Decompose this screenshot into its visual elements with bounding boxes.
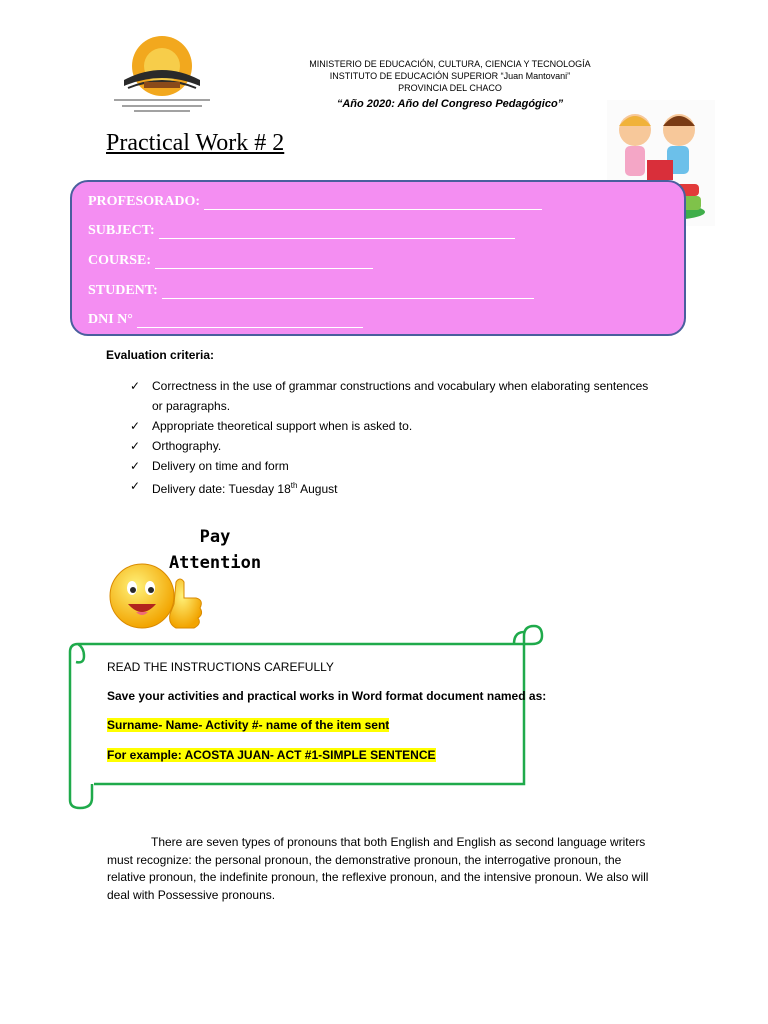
course-row xyxy=(88,253,373,269)
header-institute: INSTITUTO DE EDUCACIÓN SUPERIOR “Juan Mantovani” xyxy=(329,71,571,81)
criterion-item xyxy=(130,456,650,476)
instructions-line-naming: Surname- Name- Activity #- name of the item sent xyxy=(107,718,390,732)
page-title: Practical Work # 2 xyxy=(106,130,285,156)
delivery-date-month: August xyxy=(297,482,338,496)
dni-row xyxy=(88,312,363,328)
instructions-scroll xyxy=(66,622,547,812)
course-field[interactable] xyxy=(155,256,373,269)
evaluation-list xyxy=(130,376,650,499)
profesorado-row xyxy=(88,194,542,210)
pay-attention-line1: Pay xyxy=(199,527,231,547)
check-icon: ✓ xyxy=(130,479,141,493)
criterion-text: Orthography. xyxy=(152,439,222,453)
dni-field[interactable] xyxy=(137,315,363,328)
check-icon: ✓ xyxy=(130,459,141,473)
criterion-text: Delivery on time and form xyxy=(152,459,289,473)
pay-attention-line2: Attention xyxy=(168,553,262,573)
student-field[interactable] xyxy=(162,286,534,299)
criterion-text: Correctness in the use of grammar constructions and vocabulary when elaborating sentences or paragraphs. xyxy=(152,379,649,413)
instructions-line-example: For example: ACOSTA JUAN- ACT #1-SIMPLE SENTENCE xyxy=(107,748,436,762)
instructions-line-read: READ THE INSTRUCTIONS CAREFULLY xyxy=(107,660,334,674)
criterion-item xyxy=(130,416,650,436)
instructions-line-save: Save your activities and practical works in Word format document named as: xyxy=(107,689,547,703)
subject-field[interactable] xyxy=(159,226,515,239)
criterion-item-delivery-date xyxy=(130,476,650,499)
subject-label: SUBJECT: xyxy=(88,223,155,238)
check-icon: ✓ xyxy=(130,439,141,453)
header-institution xyxy=(300,58,600,94)
evaluation-title: Evaluation criteria: xyxy=(106,348,215,362)
header-motto: “Año 2020: Año del Congreso Pedagógico” xyxy=(336,98,564,110)
criterion-item xyxy=(130,376,650,416)
pronouns-paragraph: There are seven types of pronouns that both English and English as second language writers must recognize: the personal pronoun, the demonstrative pronoun, the interrogative pronoun, the relative pronoun, the indefinite pronoun, the reflexive pronoun, and the intensive pronoun. We also will deal with Possessive pronouns. xyxy=(107,835,649,902)
dni-label: DNI N° xyxy=(88,312,133,327)
delivery-date-prefix: Delivery date: Tuesday 18 xyxy=(152,482,291,496)
check-icon: ✓ xyxy=(130,419,141,433)
profesorado-field[interactable] xyxy=(204,197,542,210)
header-ministry: MINISTERIO DE EDUCACIÓN, CULTURA, CIENCIA Y TECNOLOGÍA xyxy=(309,59,591,69)
student-info-form xyxy=(70,180,686,336)
criterion-item xyxy=(130,436,650,456)
student-label: STUDENT: xyxy=(88,283,158,298)
check-icon: ✓ xyxy=(130,379,141,393)
delivery-date-ordinal: th xyxy=(290,481,298,490)
course-label: COURSE: xyxy=(88,253,152,268)
subject-row xyxy=(88,223,515,239)
profesorado-label: PROFESORADO: xyxy=(88,194,200,209)
criterion-text: Appropriate theoretical support when is asked to. xyxy=(152,419,413,433)
institute-logo xyxy=(104,30,220,116)
header-province: PROVINCIA DEL CHACO xyxy=(398,83,502,93)
student-row xyxy=(88,283,534,299)
criterion-text xyxy=(152,476,650,499)
